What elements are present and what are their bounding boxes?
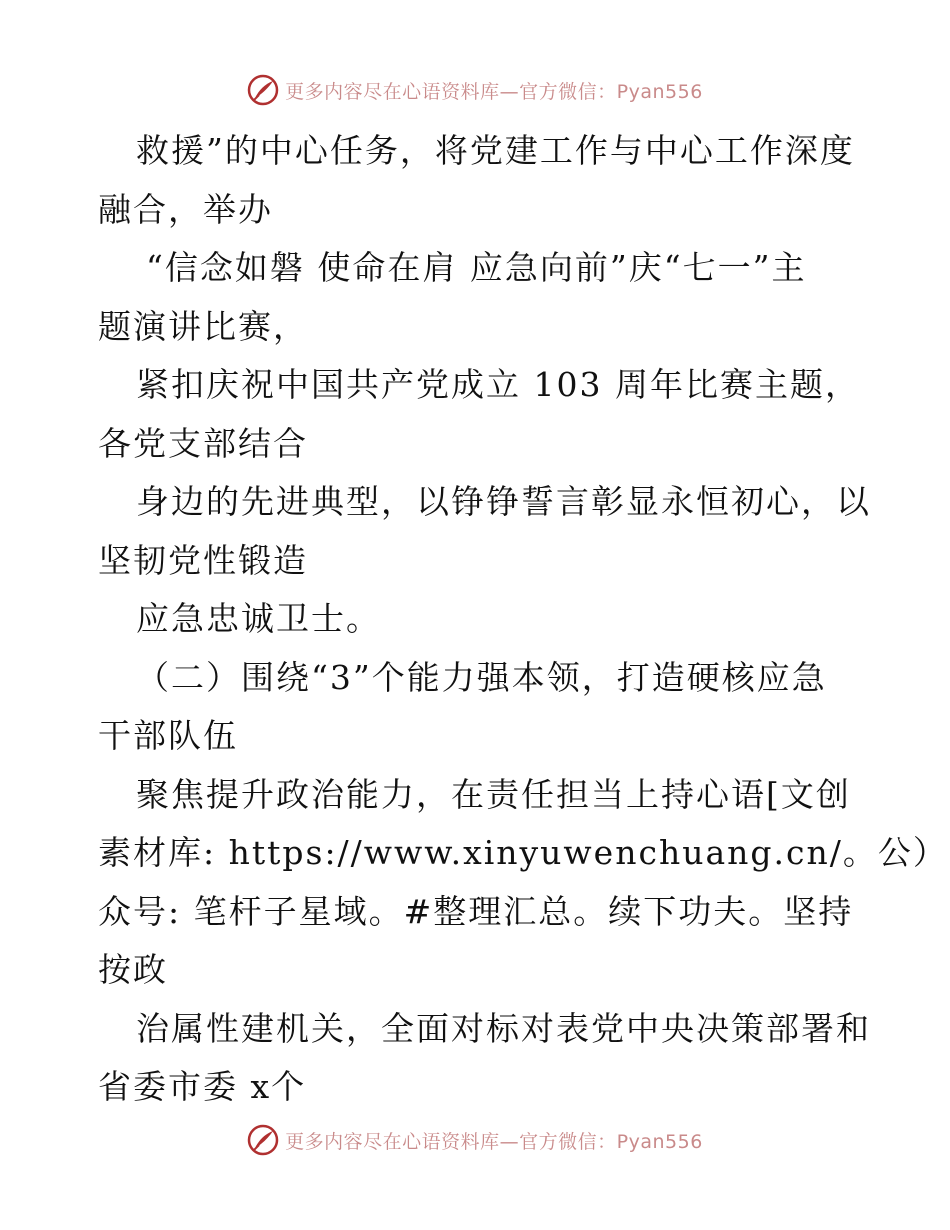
document-body bbox=[98, 122, 948, 1117]
text-line: 应急忠诚卫士。 bbox=[136, 599, 381, 638]
paragraph bbox=[98, 239, 858, 356]
text-line: 干部队伍 bbox=[98, 716, 238, 755]
text-line: 救援”的中心任务，将党建工作与中心工作深度 bbox=[136, 131, 855, 170]
text-line: 紧扣庆祝中国共产党成立 103 周年比赛主题， bbox=[136, 365, 860, 404]
footer-watermark bbox=[0, 1120, 950, 1160]
paragraph bbox=[98, 766, 948, 1000]
text-line: 融合，举办 bbox=[98, 189, 273, 229]
paragraph bbox=[98, 122, 858, 239]
watermark-text: 更多内容尽在心语资料库—官方微信：Pyan556 bbox=[285, 1130, 703, 1153]
text-line: 省委市委 x个 bbox=[98, 1067, 307, 1106]
watermark-text: 更多内容尽在心语资料库—官方微信：Pyan556 bbox=[285, 80, 703, 103]
text-line: 题演讲比赛， bbox=[98, 306, 308, 346]
text-line: 治属性建机关，全面对标对表党中央决策部署和 bbox=[136, 1008, 871, 1048]
feather-pen-logo-icon bbox=[247, 74, 279, 106]
header-watermark bbox=[0, 70, 950, 110]
text-line: “信念如磐 使命在肩 应急向前”庆“七一”主 bbox=[146, 248, 807, 287]
feather-pen-logo-icon bbox=[247, 1124, 279, 1156]
text-line: 按政 bbox=[98, 950, 168, 989]
text-line: 素材库: https://www.xinyuwenchuang.cn/。公） bbox=[98, 833, 948, 872]
text-line: 众号: 笔杆子星域。#整理汇总。续下功夫。坚持 bbox=[98, 891, 854, 931]
paragraph bbox=[98, 590, 858, 649]
text-line: 坚韧党性锻造 bbox=[98, 540, 308, 580]
text-line: 身边的先进典型，以铮铮誓言彰显永恒初心，以 bbox=[136, 482, 871, 521]
paragraph bbox=[98, 1000, 871, 1117]
paragraph bbox=[98, 356, 858, 473]
text-line: （二）围绕“3”个能力强本领，打造硬核应急 bbox=[136, 657, 827, 697]
text-line: 聚焦提升政治能力，在责任担当上持心语[文创 bbox=[136, 774, 851, 814]
section-heading bbox=[98, 649, 858, 766]
text-line: 各党支部结合 bbox=[98, 423, 308, 463]
paragraph bbox=[98, 473, 871, 590]
